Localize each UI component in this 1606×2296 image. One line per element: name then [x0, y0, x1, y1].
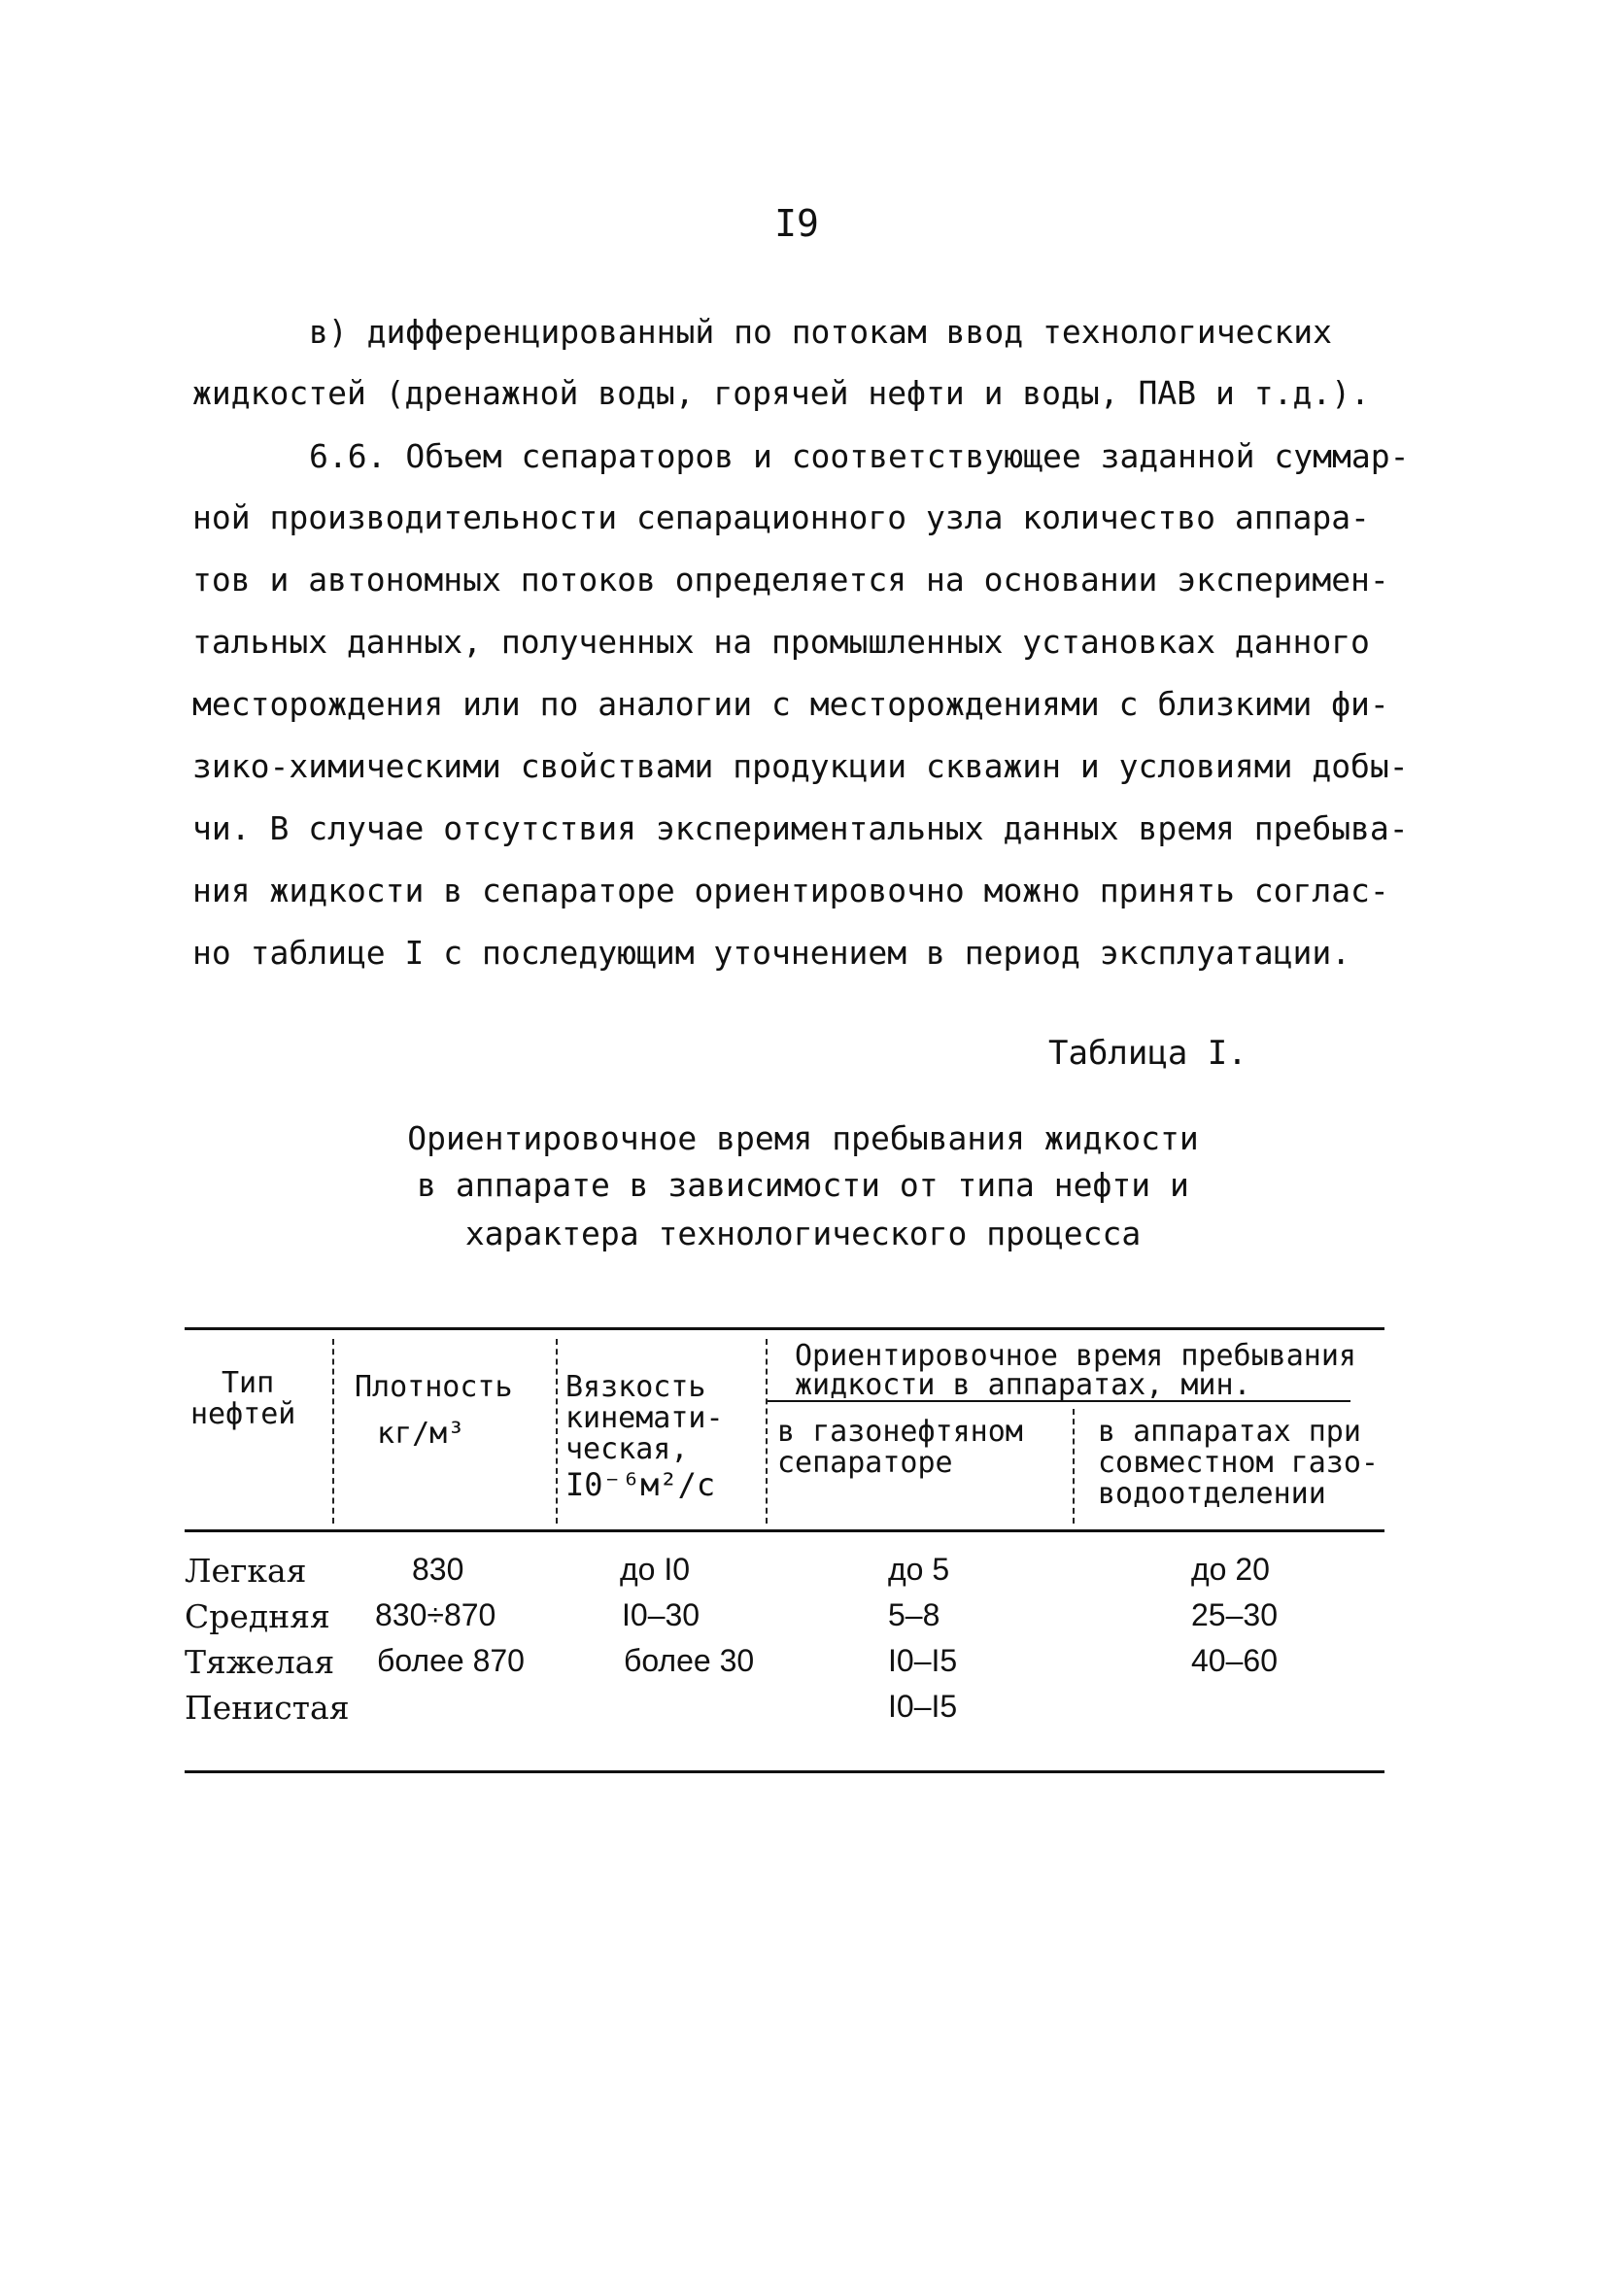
header-gas-oil-separator: сепараторе [777, 1446, 953, 1480]
cell-type: Легкая [185, 1552, 307, 1590]
header-type: нефтей [190, 1397, 296, 1431]
table-caption: в аппарате в зависимости от типа нефти и [417, 1166, 1189, 1204]
header-gas-oil-separator: в газонефтяном [777, 1415, 1023, 1449]
header-type: Тип [222, 1366, 275, 1400]
cell-density: 830 [412, 1552, 464, 1587]
body-line: месторождения или по аналогии с месторождениями с близкими фи- [192, 685, 1389, 723]
header-viscosity: кинемати- [565, 1401, 724, 1435]
cell-density: более 870 [377, 1643, 525, 1678]
header-density: кг/м³ [377, 1417, 465, 1451]
cell-separator: 5–8 [888, 1597, 940, 1632]
cell-combined: 25–30 [1191, 1597, 1278, 1632]
body-line: тальных данных, полученных на промышленных установках данного [192, 623, 1370, 661]
page-number: I9 [774, 202, 819, 245]
header-viscosity: ческая, [565, 1432, 689, 1466]
table-caption: Ориентировочное время пребывания жидкости [407, 1119, 1199, 1157]
header-combined-separation: совместном газо- [1098, 1446, 1379, 1480]
body-line: тов и автономных потоков определяется на основании эксперимен- [192, 561, 1389, 599]
column-separator [1073, 1409, 1075, 1524]
header-combined-separation: водоотделении [1098, 1477, 1326, 1511]
cell-separator: I0–I5 [888, 1689, 958, 1724]
header-residence-time: жидкости в аппаратах, мин. [795, 1368, 1251, 1402]
cell-combined: до 20 [1191, 1552, 1270, 1587]
body-line: чи. В случае отсутствия экспериментальных данных время пребыва- [192, 809, 1409, 847]
cell-type: Пенистая [185, 1689, 350, 1727]
table-top-rule [185, 1327, 1384, 1330]
body-line: ной производительности сепарационного узла количество аппара- [192, 498, 1370, 536]
table-bottom-rule [185, 1770, 1384, 1773]
cell-viscosity: более 30 [624, 1643, 755, 1678]
column-separator [766, 1339, 768, 1524]
header-combined-separation: в аппаратах при [1098, 1415, 1361, 1449]
cell-viscosity: I0–30 [622, 1597, 700, 1632]
cell-combined: 40–60 [1191, 1643, 1278, 1678]
cell-viscosity: до I0 [620, 1552, 691, 1587]
header-density: Плотность [355, 1370, 513, 1404]
header-viscosity: Вязкость [565, 1370, 706, 1404]
cell-type: Тяжелая [185, 1643, 335, 1681]
body-line: в) дифференцированный по потокам ввод технологических [309, 313, 1332, 351]
body-line: жидкостей (дренажной воды, горячей нефти и воды, ПАВ и т.д.). [192, 374, 1370, 412]
header-residence-time: Ориентировочное время пребывания [795, 1339, 1356, 1373]
header-viscosity: I0⁻⁶м²/с [565, 1466, 716, 1503]
body-line: ния жидкости в сепараторе ориентировочно можно принять соглас- [192, 872, 1389, 909]
cell-density: 830÷870 [375, 1597, 496, 1632]
cell-separator: до 5 [888, 1552, 950, 1587]
cell-type: Средняя [185, 1597, 330, 1635]
column-separator [332, 1339, 334, 1524]
cell-separator: I0–I5 [888, 1643, 958, 1678]
header-bottom-rule [185, 1529, 1384, 1532]
table-caption: характера технологического процесса [464, 1215, 1142, 1252]
column-separator [556, 1339, 558, 1524]
body-line: 6.6. Объем сепараторов и соответствующее заданной суммар- [309, 437, 1410, 475]
table-label: Таблица I. [1048, 1034, 1247, 1073]
body-line: но таблице I с последующим уточнением в период эксплуатации. [192, 934, 1351, 972]
body-line: зико-химическими свойствами продукции скважин и условиями добы- [192, 747, 1409, 785]
